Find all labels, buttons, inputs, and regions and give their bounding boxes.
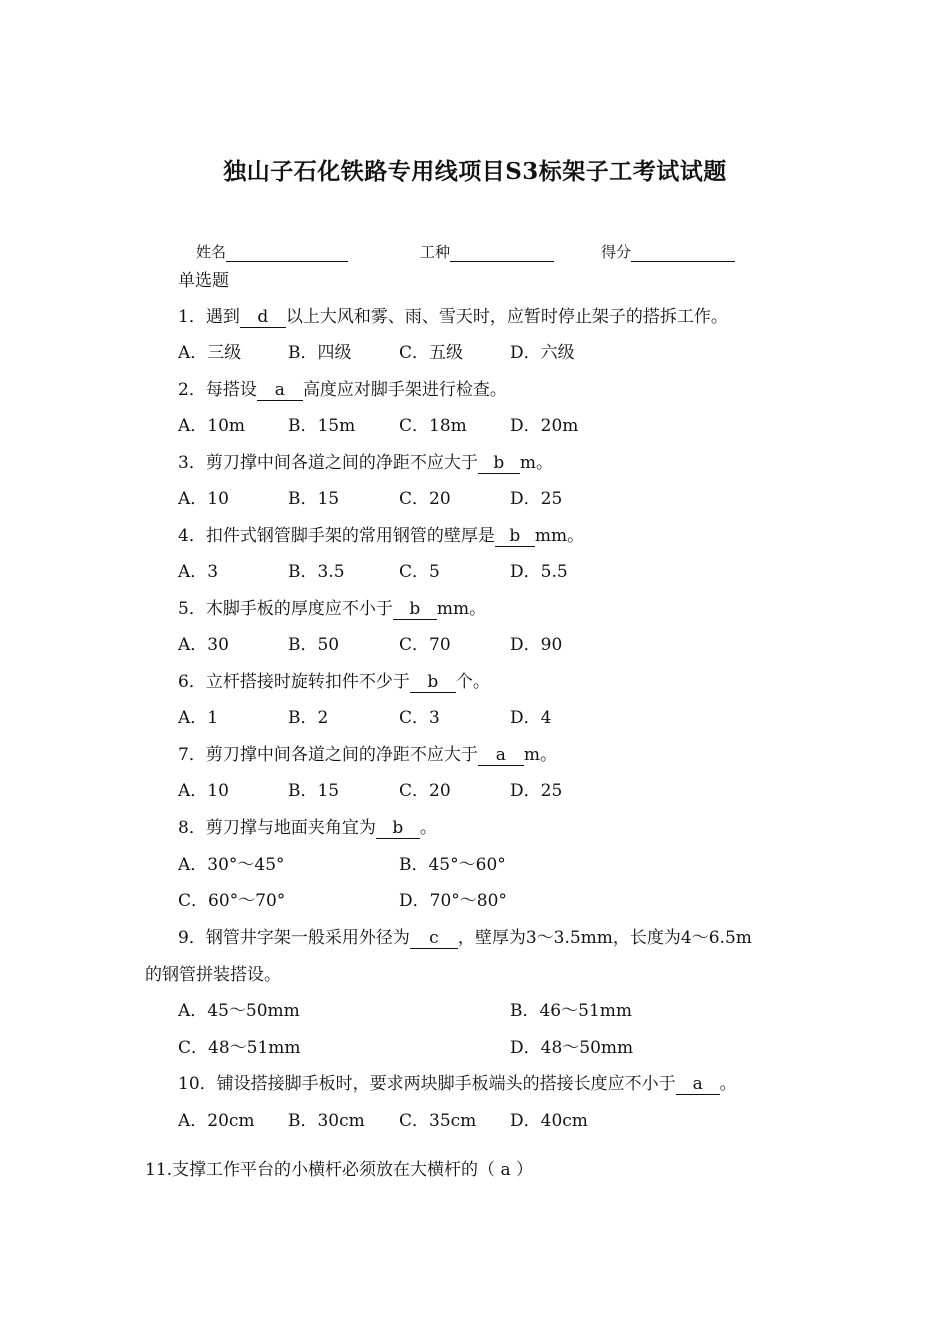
- option-b[interactable]: B．15: [288, 489, 340, 509]
- option-a[interactable]: A．1: [178, 708, 219, 728]
- option-b[interactable]: B．50: [288, 635, 340, 655]
- answer-blank: a: [478, 745, 524, 766]
- exam-title: 独山子石化铁路专用线项目S3标架子工考试试题: [223, 158, 727, 185]
- options-6: [178, 703, 878, 728]
- answer-blank: c: [410, 928, 458, 949]
- score-label: 得分: [601, 243, 632, 261]
- name-label: 姓名: [196, 243, 227, 261]
- option-a[interactable]: A．45～50mm: [178, 1001, 300, 1021]
- option-d[interactable]: D．20m: [510, 416, 579, 436]
- trade-label: 工种: [420, 243, 451, 261]
- option-c[interactable]: C．60°～70°: [178, 891, 286, 911]
- question-5: 5．木脚手板的厚度应不小于 b mm。: [178, 599, 487, 619]
- option-a[interactable]: A．3: [178, 562, 219, 582]
- option-b[interactable]: B．四级: [288, 343, 352, 363]
- option-c[interactable]: C．18m: [399, 416, 467, 436]
- options-7: [178, 776, 878, 801]
- question-8: 8．剪刀撑与地面夹角宜为 b 。: [178, 818, 437, 838]
- options-2: [178, 411, 878, 436]
- option-a[interactable]: A．30°～45°: [178, 855, 285, 875]
- option-d[interactable]: D．70°～80°: [399, 891, 507, 911]
- score-blank[interactable]: [631, 244, 735, 262]
- trade-blank[interactable]: [450, 244, 554, 262]
- options-5: [178, 630, 878, 655]
- option-c[interactable]: C．3: [399, 708, 440, 728]
- question-11: 11.支撑工作平台的小横杆必须放在大横杆的（ a ）: [145, 1160, 533, 1180]
- option-c[interactable]: C．20: [399, 781, 451, 801]
- option-c[interactable]: C．5: [399, 562, 440, 582]
- option-c[interactable]: C．70: [399, 635, 451, 655]
- score-field[interactable]: [601, 241, 735, 262]
- option-b[interactable]: B．15: [288, 781, 340, 801]
- option-a[interactable]: A．三级: [178, 343, 242, 363]
- answer-blank: b: [478, 453, 520, 474]
- option-b[interactable]: B．15m: [288, 416, 356, 436]
- answer-blank: b: [393, 599, 437, 620]
- answer-blank: a: [257, 380, 303, 401]
- answer-blank: d: [240, 307, 286, 328]
- question-6: 6．立杆搭接时旋转扣件不少于 b 个。: [178, 672, 490, 692]
- question-4: 4．扣件式钢管脚手架的常用钢管的壁厚是 b mm。: [178, 526, 585, 546]
- question-2: 2．每搭设 a 高度应对脚手架进行检查。: [178, 380, 507, 400]
- option-d[interactable]: D．25: [510, 781, 563, 801]
- option-d[interactable]: D．4: [510, 708, 552, 728]
- option-d[interactable]: D．25: [510, 489, 563, 509]
- section-heading: 单选题: [178, 271, 229, 291]
- answer-blank: a: [676, 1074, 720, 1095]
- option-c[interactable]: C．20: [399, 489, 451, 509]
- answer-blank: b: [376, 818, 420, 839]
- name-blank[interactable]: [226, 244, 348, 262]
- option-d[interactable]: D．40cm: [510, 1111, 588, 1131]
- question-10: 10．铺设搭接脚手板时，要求两块脚手板端头的搭接长度应不小于 a 。: [178, 1074, 737, 1094]
- option-a[interactable]: A．10: [178, 489, 229, 509]
- options-9-row-2: [178, 1033, 878, 1058]
- option-c[interactable]: C．48～51mm: [178, 1038, 301, 1058]
- option-a[interactable]: A．10m: [178, 416, 246, 436]
- option-a[interactable]: A．20cm: [178, 1111, 255, 1131]
- options-8-row-2: [178, 886, 878, 911]
- option-b[interactable]: B．2: [288, 708, 329, 728]
- name-field[interactable]: [196, 241, 348, 262]
- option-c[interactable]: C．五级: [399, 343, 464, 363]
- option-b[interactable]: B．30cm: [288, 1111, 365, 1131]
- options-1: [178, 338, 878, 363]
- option-a[interactable]: A．30: [178, 635, 229, 655]
- trade-field[interactable]: [420, 241, 554, 262]
- option-b[interactable]: B．3.5: [288, 562, 345, 582]
- answer-blank: b: [495, 526, 535, 547]
- question-9: 9．钢管井字架一般采用外径为 c ，壁厚为3～3.5mm，长度为4～6.5m: [178, 928, 752, 948]
- question-9-continuation: 的钢管拼装搭设。: [145, 965, 281, 985]
- option-d[interactable]: D．5.5: [510, 562, 568, 582]
- option-b[interactable]: B．45°～60°: [399, 855, 506, 875]
- question-3: 3．剪刀撑中间各道之间的净距不应大于 b m。: [178, 453, 553, 473]
- option-b[interactable]: B．46～51mm: [510, 1001, 632, 1021]
- question-1: 1．遇到 d 以上大风和雾、雨、雪天时，应暂时停止架子的搭拆工作。: [178, 307, 728, 327]
- options-9-row-1: [178, 996, 878, 1021]
- question-7: 7．剪刀撑中间各道之间的净距不应大于 a m。: [178, 745, 557, 765]
- option-d[interactable]: D．六级: [510, 343, 575, 363]
- options-3: [178, 484, 878, 509]
- options-10: [178, 1106, 878, 1131]
- option-a[interactable]: A．10: [178, 781, 229, 801]
- option-c[interactable]: C．35cm: [399, 1111, 477, 1131]
- answer-blank: b: [410, 672, 456, 693]
- option-d[interactable]: D．90: [510, 635, 563, 655]
- option-d[interactable]: D．48～50mm: [510, 1038, 634, 1058]
- options-4: [178, 557, 878, 582]
- options-8-row-1: [178, 850, 878, 875]
